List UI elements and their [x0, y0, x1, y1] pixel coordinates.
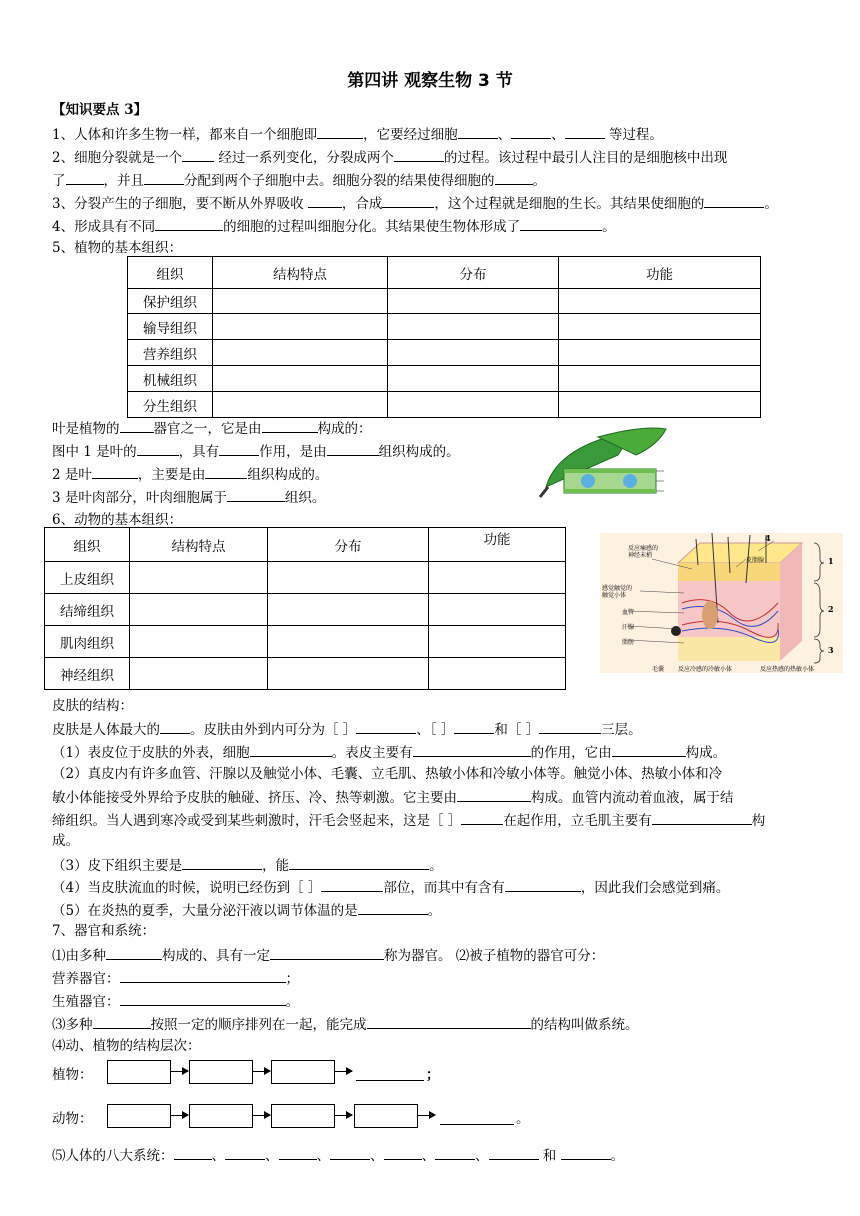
table-header: 组织: [45, 528, 130, 562]
label-sebaceous: 皮脂腺: [746, 557, 765, 564]
arrow-icon: [334, 1071, 352, 1072]
table-header: 结构特点: [213, 257, 388, 289]
arrow-icon: [170, 1071, 188, 1072]
table-row-label: 输导组织: [128, 314, 213, 340]
arrow-icon: [252, 1071, 270, 1072]
skin-line-7: （3）皮下组织主要是 ，能 。: [52, 855, 443, 875]
plant-hierarchy-label: 植物：: [52, 1067, 93, 1083]
table-cell[interactable]: [429, 562, 566, 594]
hierarchy-box[interactable]: [107, 1060, 171, 1084]
line-6: 5、植物的基本组织：: [52, 240, 183, 256]
arrow-icon: [417, 1115, 435, 1116]
animal-end-mark: 。: [516, 1111, 530, 1127]
line-1: 1、人体和许多生物一样，都来自一个细胞即 ，它要经过细胞 、 、 等过程。: [52, 124, 663, 144]
label-follicle: 毛囊: [652, 666, 665, 673]
animal-tissue-table: [44, 527, 566, 690]
skin-structure-figure: [600, 533, 843, 673]
table-row-label: 结缔组织: [45, 594, 130, 626]
table-cell[interactable]: [268, 594, 429, 626]
leaf-line-2: 图中 1 是叶的 ，具有 作用，是由 组织构成的。: [52, 441, 460, 461]
table-cell[interactable]: [130, 562, 268, 594]
table-cell[interactable]: [388, 392, 559, 418]
table-cell[interactable]: [213, 314, 388, 340]
organ-line-3: 生殖器官： 。: [52, 991, 299, 1011]
label-blood-vessel: 血管: [622, 609, 635, 616]
table-cell[interactable]: [429, 658, 566, 690]
label-fat: 脂肪: [622, 639, 635, 646]
table-cell[interactable]: [559, 392, 761, 418]
label-heat: 反应热感的热敏小体: [760, 666, 815, 673]
table-header: 功能: [559, 257, 761, 289]
table-cell[interactable]: [388, 366, 559, 392]
arrow-icon: [170, 1115, 188, 1116]
organ-line-4: ⑶多种 按照一定的顺序排列在一起，能完成 的结构叫做系统。: [52, 1014, 639, 1034]
table-cell[interactable]: [213, 289, 388, 314]
table-cell[interactable]: [130, 658, 268, 690]
table-cell[interactable]: [268, 562, 429, 594]
label-touch: 感觉触觉的: [602, 585, 633, 592]
leaf-line-4: 3 是叶肉部分，叶肉细胞属于 组织。: [52, 487, 325, 507]
organ-line-0: 7、器官和系统：: [52, 923, 156, 939]
arrow-icon: [334, 1115, 352, 1116]
skin-line-3: （2）真皮内有许多血管、汗腺以及触觉小体、毛囊、立毛肌、热敏小体和冷敏小体等。触觉小体、热敏小体和冷: [52, 766, 723, 782]
skin-line-6: 成。: [52, 833, 79, 849]
animal-answer-blank[interactable]: [440, 1124, 514, 1125]
table-cell[interactable]: [268, 658, 429, 690]
label-pain-ending: 反应痛感的: [628, 545, 659, 552]
hierarchy-box[interactable]: [189, 1060, 253, 1084]
skin-line-2: （1）表皮位于皮肤的外表，细胞 。表皮主要有 的作用，它由 构成。: [52, 742, 726, 762]
eight-systems-line: ⑸人体的八大系统： 、 、 、 、 、 、 和 。: [52, 1145, 624, 1165]
table-header: 分布: [268, 528, 429, 562]
animal-hierarchy-label: 动物：: [52, 1111, 93, 1127]
hierarchy-box[interactable]: [107, 1104, 171, 1128]
table-cell[interactable]: [213, 366, 388, 392]
table-cell[interactable]: [559, 289, 761, 314]
table-cell[interactable]: [559, 340, 761, 366]
arrow-icon: [252, 1115, 270, 1116]
organ-line-2: 营养器官： ；: [52, 968, 299, 988]
table-cell[interactable]: [429, 594, 566, 626]
leaf-line-1: 叶是植物的 器官之一，它是由 构成的：: [52, 418, 372, 438]
label-num-4: 4: [765, 533, 771, 543]
label-cold: 反应冷感的冷敏小体: [678, 666, 733, 673]
leaf-cross-section-figure: [538, 425, 668, 503]
line-7: 6、动物的基本组织：: [52, 512, 183, 528]
table-header: 结构特点: [130, 528, 268, 562]
table-cell[interactable]: [130, 626, 268, 658]
label-pain-ending-2: 神经末梢: [628, 552, 653, 559]
line-4: 3、分裂产生的子细胞，要不断从外界吸收 ，合成 ，这个过程就是细胞的生长。其结果使细胞的 。: [52, 193, 778, 213]
skin-line-0: 皮肤的结构：: [52, 698, 133, 714]
hierarchy-box[interactable]: [354, 1104, 418, 1128]
table-cell[interactable]: [213, 340, 388, 366]
table-row-label: 营养组织: [128, 340, 213, 366]
table-cell[interactable]: [559, 314, 761, 340]
section-heading: 【知识要点 3】: [52, 102, 148, 118]
table-row-label: 上皮组织: [45, 562, 130, 594]
table-cell[interactable]: [268, 626, 429, 658]
skin-line-4: 敏小体能接受外界给予皮肤的触碰、挤压、冷、热等刺激。它主要由 构成。血管内流动着血液，属于结: [52, 787, 734, 807]
table-header: 分布: [388, 257, 559, 289]
label-num-1: 1: [828, 556, 834, 566]
table-cell[interactable]: [559, 366, 761, 392]
organ-line-1: ⑴由多种 构成的、具有一定 称为器官。 ⑵被子植物的器官可分：: [52, 945, 604, 965]
plant-tissue-table: [127, 256, 761, 418]
hierarchy-box[interactable]: [271, 1060, 335, 1084]
leaf-line-3: 2 是叶 ，主要是由 组织构成的。: [52, 464, 328, 484]
table-cell[interactable]: [388, 289, 559, 314]
table-cell[interactable]: [213, 392, 388, 418]
table-row-label: 肌肉组织: [45, 626, 130, 658]
table-cell[interactable]: [388, 340, 559, 366]
hierarchy-box[interactable]: [271, 1104, 335, 1128]
label-touch-2: 触觉小体: [602, 592, 627, 599]
table-cell[interactable]: [429, 626, 566, 658]
table-cell[interactable]: [130, 594, 268, 626]
skin-line-8: （4）当皮肤流血的时候，说明已经伤到［ ］ 部位，而其中有含有 ，因此我们会感觉到痛。: [52, 877, 729, 897]
table-row-label: 分生组织: [128, 392, 213, 418]
hierarchy-box[interactable]: [189, 1104, 253, 1128]
organ-line-5: ⑷动、植物的结构层次：: [52, 1038, 201, 1054]
table-row-label: 保护组织: [128, 289, 213, 314]
label-sweat-gland: 汗腺: [622, 624, 635, 631]
skin-line-5: 缔组织。当人遇到寒冷或受到某些刺激时，汗毛会竖起来，这是［ ］ 在起作用，立毛肌主要有 构: [52, 810, 765, 830]
label-num-3: 3: [828, 645, 834, 655]
line-3: 了 ，并且 分配到两个子细胞中去。细胞分裂的结果使得细胞的 。: [52, 170, 546, 190]
table-row-label: 机械组织: [128, 366, 213, 392]
skin-line-1: 皮肤是人体最大的 。皮肤由外到内可分为［ ］ 、［ ］ 和［ ］ 三层。: [52, 719, 642, 739]
table-row-label: 神经组织: [45, 658, 130, 690]
page-title: 第四讲 观察生物 3 节: [347, 71, 513, 91]
line-2: 2、细胞分裂就是一个 经过一系列变化，分裂成两个 的过程。该过程中最引人注目的是细胞核中出现: [52, 147, 727, 167]
table-cell[interactable]: [388, 314, 559, 340]
table-header: 功能: [429, 528, 566, 562]
line-5: 4、形成具有不同 的细胞的过程叫细胞分化。其结果使生物体形成了 。: [52, 216, 616, 236]
table-header: 组织: [128, 257, 213, 289]
plant-end-mark: ；: [426, 1067, 440, 1083]
skin-line-9: （5）在炎热的夏季，大量分泌汗液以调节体温的是 。: [52, 900, 441, 920]
plant-answer-blank[interactable]: [356, 1080, 424, 1081]
label-num-2: 2: [828, 604, 834, 614]
